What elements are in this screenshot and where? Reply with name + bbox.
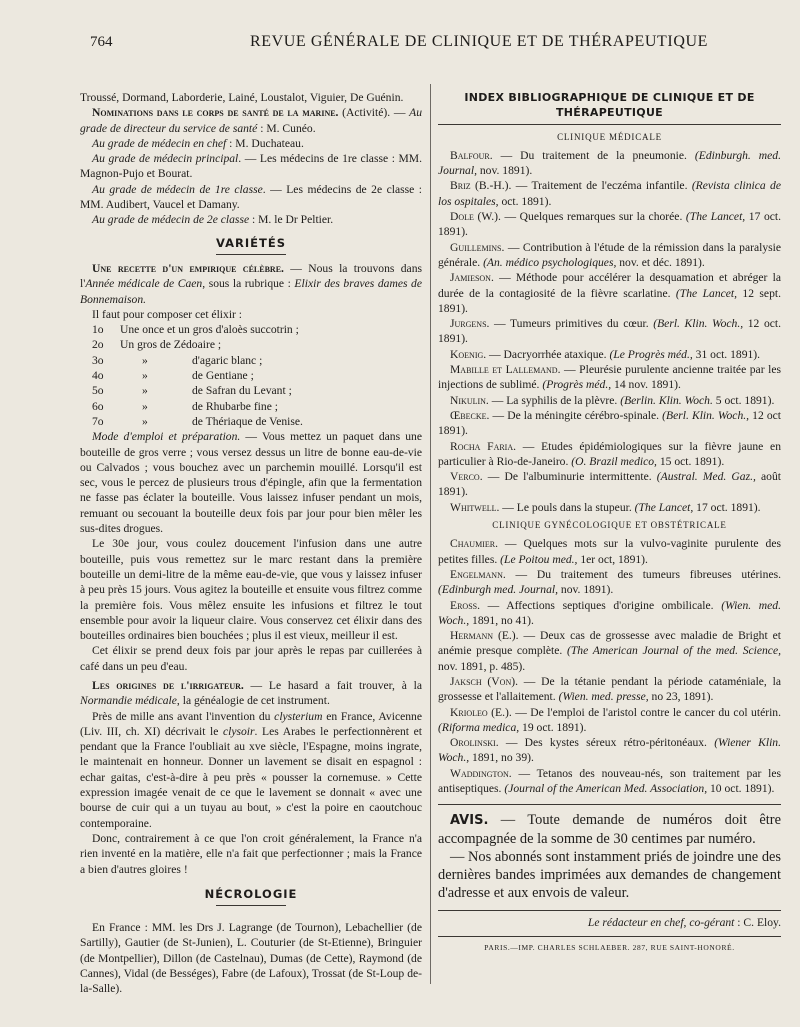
entry-date: 5 oct. 1891). bbox=[712, 393, 775, 407]
paragraph-donc: Donc, contrairement à ce que l'on croit généralement, la France n'a rien inventé en la matière, elle n'a fait que perfectionner ; mais la France a bien d'autres gloires ! bbox=[80, 831, 422, 876]
author: Jamieson. bbox=[450, 271, 494, 285]
entry-source: (Wiener Klin. Woch., bbox=[438, 736, 781, 765]
bibliography-entry bbox=[438, 766, 781, 797]
bibliography-entry bbox=[438, 536, 781, 567]
entry-title: — De la tétanie pendant la période cataméniale, la grossesse et l'allaitement. bbox=[438, 674, 781, 704]
paragraph-elixir: Cet élixir se prend deux fois par jour après le repas par cuillerées à café dans un peu d'eau. bbox=[80, 644, 422, 673]
entry-source: (O. Brazil medico, bbox=[571, 454, 657, 468]
entry-date: 19 oct. 1891). bbox=[519, 720, 587, 734]
nominations-line: Au grade de médecin en chef : M. Duchateau. bbox=[92, 136, 304, 150]
entry-date: 12 oct 1891). bbox=[438, 408, 781, 438]
entry-title: — Deux cas de grossesse avec maladie de Bright et anémie presque complète. bbox=[438, 629, 781, 658]
entry-date: 17 oct. 1891). bbox=[693, 500, 761, 514]
bibliography-entry bbox=[438, 178, 781, 209]
subheading-clinique-medicale: CLINIQUE MÉDICALE bbox=[557, 131, 662, 142]
author: Jaksch (Von). bbox=[450, 674, 518, 688]
varietes-heading: VARIÉTÉS bbox=[80, 236, 422, 255]
author: Verco. bbox=[450, 470, 483, 484]
entry-source: (Le Progrès méd., bbox=[609, 347, 693, 361]
author: Jurgens. bbox=[450, 317, 490, 331]
recipe-item: 6o » de Rhubarbe fine ; bbox=[92, 399, 278, 413]
bibliography-entry bbox=[438, 469, 781, 500]
avis-notice: AVIS. — Toute demande de numéros doit être accompagnée de la somme de 30 centimes par numéro. — Nos abonnés sont instamment priés de joindre une des dernières bandes imprimées aux demandes de changement d'adresse et aux envois de valeur. bbox=[438, 804, 781, 902]
author: Whitwell. bbox=[450, 500, 500, 514]
entry-source: (Berl. Klin. Woch., bbox=[662, 408, 750, 422]
bibliography-entry bbox=[438, 567, 781, 598]
bibliography-entry bbox=[438, 628, 781, 674]
bibliography-entry bbox=[438, 270, 781, 316]
entry-date: 14 nov. 1891). bbox=[611, 378, 681, 392]
entry-date: 1er oct, 1891). bbox=[577, 552, 648, 566]
entry-source: (The Lancet, bbox=[675, 286, 738, 300]
entry-source: (An. médico psychologiques, bbox=[483, 255, 617, 269]
entry-title: — Affections septiques d'origine ombilicale. bbox=[480, 598, 722, 612]
entry-title: — De l'albuminurie intermittente. bbox=[482, 470, 657, 484]
avis-paragraph: — Nos abonnés sont instamment priés de joindre une des dernières bandes imprimées aux demandes de changement d'adresse et aux envois de valeur. bbox=[438, 849, 781, 902]
entry-title: — Traitement de l'eczéma infantile. bbox=[511, 179, 692, 193]
author: Orolinski. bbox=[450, 736, 499, 750]
entry-date: oct. 1891). bbox=[498, 194, 552, 208]
recipe-item: 7o » de Thériaque de Venise. bbox=[92, 414, 303, 428]
printer-imprint: PARIS.—IMP. CHARLES SCHLAEBER. 287, RUE SAINT-HONORÉ. bbox=[438, 936, 781, 955]
bibliography-entry bbox=[438, 316, 781, 347]
entry-title: — Contribution à l'étude de la rémission dans la paralysie générale. bbox=[438, 240, 781, 269]
entry-date: nov. 1891). bbox=[476, 164, 533, 178]
author: Krioleo (E.). bbox=[450, 705, 512, 719]
entry-source: (Progrès méd., bbox=[542, 378, 612, 392]
column-divider bbox=[430, 84, 431, 984]
entry-title: — Etudes épidémiologiques sur la fièvre jaune en particulier à Rio-de-Janeiro. bbox=[438, 439, 781, 468]
journal-title: REVUE GÉNÉRALE DE CLINIQUE ET DE THÉRAPEUTIQUE bbox=[249, 33, 709, 50]
irrigateur-paragraph: Les origines de l'irrigateur. — Le hasard a fait trouver, à la Normandie médicale, la généalogie de cet instrument. bbox=[80, 678, 422, 708]
author: Chaumier. bbox=[450, 537, 498, 551]
entry-title: — De l'emploi de l'aristol contre le cancer du col utérin. bbox=[511, 705, 781, 719]
entry-date: no 23, 1891). bbox=[648, 690, 714, 704]
entry-source: (Wien. med. Woch., bbox=[438, 598, 781, 627]
mode-paragraph: Mode d'emploi et préparation. — Vous mettez un paquet dans une bouteille de gros verre ; vous versez dessus un litre de bonne eau-de-vie ou Calvados ; vous bouchez avec un parchemin mouillé. Lorsqu'il est sec, vous le percez de plusieurs trous d'épingle, afin que la fermentation ne fasse pas éclater la bouteille. Vous laissez infuser pendant un mois, remuant ou secouant la bouteille deux fois par jour pour bien mêler les sus-dites drogues. bbox=[80, 430, 422, 536]
author: Eross. bbox=[450, 598, 480, 612]
recipe-item: 5o » de Safran du Levant ; bbox=[92, 384, 292, 398]
nominations-heading: Nominations dans le corps de santé de la marine. bbox=[92, 106, 339, 120]
entry-title: — Tetanos des nouveau-nés, son traitement par les antiseptiques. bbox=[438, 766, 781, 796]
bibliography-list-medicale bbox=[438, 148, 781, 515]
entry-title: — Du traitement des tumeurs fibreuses utérines. bbox=[505, 567, 781, 581]
entry-title: — Des kystes séreux rétro-péritonéaux. bbox=[498, 736, 715, 750]
entry-source: (Le Poitou med., bbox=[500, 552, 578, 566]
author: Rocha Faria. bbox=[450, 439, 517, 453]
bibliography-entry bbox=[438, 209, 781, 240]
entry-title: — La syphilis de la plèvre. bbox=[488, 393, 621, 407]
entry-source: (Edinburgh med. Journal, bbox=[438, 583, 559, 597]
necrologie-heading: NÉCROLOGIE bbox=[80, 887, 422, 906]
heading-rule bbox=[216, 254, 286, 255]
index-heading: INDEX BIBLIOGRAPHIQUE DE CLINIQUE ET DE THÉRAPEUTIQUE bbox=[438, 90, 781, 125]
running-header bbox=[90, 30, 780, 60]
bibliography-entry bbox=[438, 240, 781, 271]
entry-date: 12 oct. 1891). bbox=[438, 317, 782, 346]
entry-date: 15 oct. 1891). bbox=[656, 454, 725, 468]
author: Hermann (E.). bbox=[450, 629, 519, 643]
page-number: 764 bbox=[90, 34, 113, 50]
bibliography-entry bbox=[438, 148, 781, 179]
entry-date: août 1891). bbox=[438, 470, 782, 499]
bibliography-entry bbox=[438, 735, 781, 766]
entry-source: (Berl. Klin. Woch., bbox=[653, 317, 744, 331]
entry-source: (Journal of the American Med. Association, bbox=[504, 782, 708, 796]
recipe-item: 1o Une once et un gros d'aloès succotrin ; bbox=[92, 323, 299, 337]
recipe-item: 4o » de Gentiane ; bbox=[92, 369, 254, 383]
entry-source: (Riforma medica, bbox=[438, 720, 520, 734]
entry-title: — De la méningite cérébro-spinale. bbox=[489, 408, 663, 422]
author: Dole (W.). bbox=[450, 210, 501, 224]
author: Briz (B.-H.). bbox=[450, 179, 512, 193]
recipe-item: 3o » d'agaric blanc ; bbox=[92, 353, 263, 367]
author: Nikulin. bbox=[450, 393, 489, 407]
entry-title: — Tumeurs primitives du cœur. bbox=[489, 317, 654, 331]
paragraph-mille-ans: Près de mille ans avant l'invention du clysterium en France, Avicenne (Liv. III, ch. XI) décrivait le clysoir. Les Arabes le perfectionnèrent et pendant que la France l'oubliait au xve siècle, l'Espagne, moins ingrate, le maintenait en honneur. Donner un lavement se disait en espagnol : echar gaitas, c'est-à-dire à peu près « pousser la cornemuse. » Cette expression imagée venait de ce que le lavement se donnait « avec une bourse de cuir qui a un tuyau au bout, » c'est la poire en caoutchouc contemporaine. bbox=[80, 709, 422, 830]
entry-date: nov. 1891). bbox=[558, 583, 614, 597]
entry-title: — Du traitement de la pneumonie. bbox=[492, 148, 695, 162]
entry-source: (Edinburgh. med. Journal, bbox=[438, 148, 781, 178]
entry-date: 1891, no 41). bbox=[469, 613, 534, 627]
bibliography-entry bbox=[438, 705, 781, 736]
entry-source: (The American Journal of the med. Science, bbox=[566, 644, 781, 658]
entry-date: 1891, no 39). bbox=[469, 751, 534, 765]
author: Balfour. bbox=[450, 148, 493, 162]
paragraph-30e-jour: Le 30e jour, vous coulez doucement l'infusion dans une autre bouteille, puis vous remettez sur le marc restant dans la première bouteille un demi-litre de la même eau-de-vie, que vous y laissez infuser à peu près 15 jours. Vous agitez la bouteille et ensuite vous filtrez comme la première fois. Vous mêlez ensuite les infusions et filtrez le tout ensemble pour avoir la liqueur claire. Vous conservez cet élixir dans des bouteilles ordinaires bien bouchées ; plus il est vieux, meilleur il est. bbox=[80, 537, 422, 643]
entry-date: 31 oct. 1891). bbox=[692, 347, 761, 361]
heading-rule bbox=[216, 905, 286, 906]
nominations-line: Au grade de médecin principal. — Les médecins de 1re classe : MM. Magnon-Pujo et Bourat. bbox=[80, 152, 422, 181]
bibliography-entry bbox=[438, 500, 781, 515]
author: Waddington. bbox=[450, 766, 512, 780]
recette-paragraph: Une recette d'un empirique célèbre. — Nous la trouvons dans l'Année médicale de Caen, sous la rubrique : Elixir des braves dames de Bonnemaison. bbox=[80, 261, 422, 306]
nominations-paragraph: Nominations dans le corps de santé de la marine. (Activité). — Au grade de directeur du service de santé : M. Cunéo. bbox=[80, 106, 422, 135]
nominations-line: Au grade de médecin de 1re classe. — Les médecins de 2e classe : MM. Audibert, Vaucel et Damany. bbox=[80, 182, 422, 212]
irrigateur-heading: Les origines de l'irrigateur. bbox=[92, 678, 244, 692]
entry-source: (Austral. Med. Gaz., bbox=[656, 470, 756, 484]
bibliography-entry bbox=[438, 408, 781, 439]
bibliography-entry bbox=[438, 362, 781, 393]
recette-heading: Une recette d'un empirique célèbre. bbox=[92, 261, 284, 275]
entry-source: (Wien. med. presse, bbox=[558, 690, 649, 704]
entry-source: (Berlin. Klin. Woch. bbox=[620, 393, 713, 407]
avis-label: AVIS. bbox=[450, 813, 489, 829]
author: Engelmann. bbox=[450, 567, 506, 581]
compose-line: Il faut pour composer cet élixir : bbox=[92, 307, 243, 321]
author: Mabille et Lallemand. bbox=[450, 363, 561, 377]
recipe-list bbox=[80, 322, 422, 429]
author: Œbecke. bbox=[450, 408, 490, 422]
opening-text: Troussé, Dormand, Laborderie, Lainé, Loustalot, Viguier, De Guénin. bbox=[80, 91, 404, 104]
entry-date: nov. 1891, p. 485). bbox=[438, 659, 526, 673]
left-column bbox=[80, 90, 422, 997]
entry-date: 10 oct. 1891). bbox=[707, 782, 775, 796]
entry-title: — Le pouls dans la stupeur. bbox=[499, 500, 635, 514]
entry-title: — Quelques remarques sur la chorée. bbox=[500, 210, 686, 224]
right-column bbox=[438, 90, 781, 955]
recipe-item: 2o Un gros de Zédoaire ; bbox=[92, 338, 222, 352]
entry-source: (The Lancet, bbox=[634, 500, 694, 514]
bibliography-entry bbox=[438, 347, 781, 362]
editor-signature: Le rédacteur en chef, co-gérant : C. Eloy. bbox=[438, 910, 781, 930]
bibliography-list-gynecologique bbox=[438, 536, 781, 796]
bibliography-entry bbox=[438, 393, 781, 408]
entry-source: (The Lancet, bbox=[685, 210, 746, 224]
entry-title: — Pleurésie purulente ancienne traitée par les injections de sublimé. bbox=[438, 363, 781, 392]
necrologie-text: En France : MM. les Drs J. Lagrange (de Tournon), Lebachellier (de Sartilly), Gautier (de St-Junien), L. Couturier (de St-Etienne), Bringuier (de Montpellier), Dillon (de Castelnau), Dumas (de Cette), Raymond (de Cannes), Vidal (de Bességes), Fabre (de Lafoux), Trossat (de St-Loup de-la-Salle). bbox=[80, 921, 422, 996]
nominations-line: Au grade de médecin de 2e classe : M. le Dr Peltier. bbox=[92, 213, 334, 227]
entry-date: 17 oct. 1891). bbox=[438, 210, 782, 239]
entry-title: — Méthode pour accélérer la desquamation et abréger la durée de la contagiosité de la fièvre scarlatine. bbox=[438, 271, 781, 300]
bibliography-entry bbox=[438, 439, 781, 470]
entry-date: nov. et déc. 1891). bbox=[616, 255, 705, 269]
entry-date: 12 sept. 1891). bbox=[438, 286, 781, 315]
subheading-clinique-gynecologique: CLINIQUE GYNÉCOLOGIQUE ET OBSTÉTRICALE bbox=[492, 520, 727, 531]
author: Guillemins. bbox=[450, 240, 505, 254]
bibliography-entry bbox=[438, 674, 781, 705]
entry-source: (Revista clinica de los ospitales, bbox=[438, 179, 781, 208]
author: Koenig. bbox=[450, 347, 487, 361]
entry-title: — Dacryorrhée ataxique. bbox=[486, 347, 610, 361]
bibliography-entry bbox=[438, 598, 781, 629]
entry-title: — Quelques mots sur la vulvo-vaginite purulente des petites filles. bbox=[438, 537, 781, 566]
